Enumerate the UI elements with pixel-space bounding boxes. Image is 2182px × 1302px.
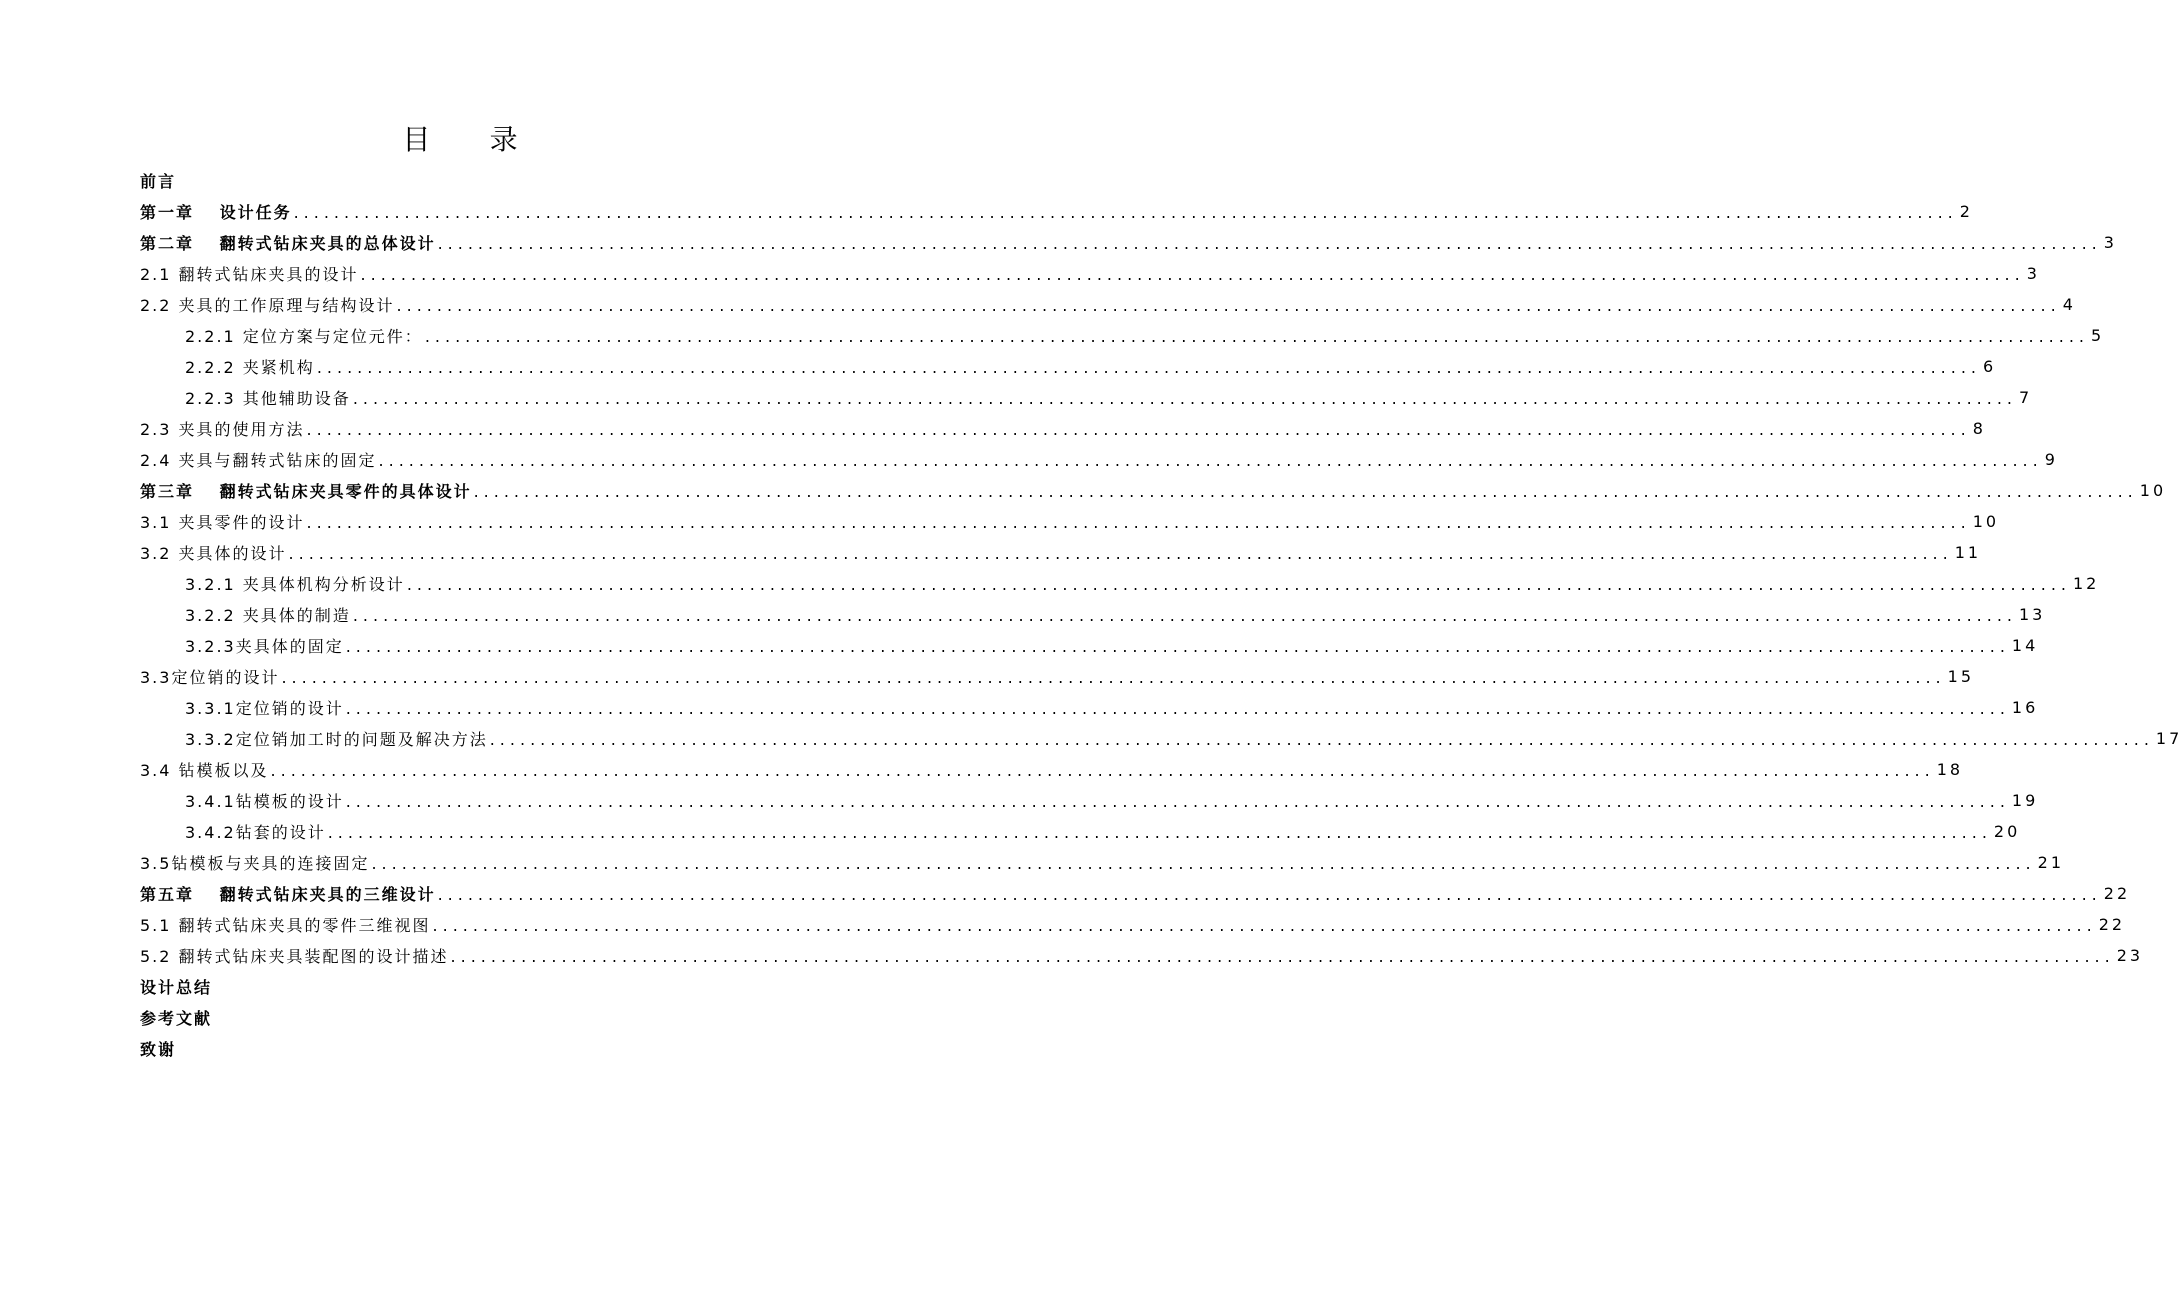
- toc-dot-leader: [438, 885, 2102, 904]
- toc-entry-label: 5.1 翻转式钻床夹具的零件三维视图: [140, 916, 431, 935]
- toc-dot-leader: [271, 761, 1935, 780]
- toc-entry[interactable]: [140, 785, 2039, 816]
- toc-dot-leader: [433, 916, 2097, 935]
- toc-page-number: 19: [2011, 791, 2039, 810]
- toc-dot-leader: [379, 451, 2043, 470]
- toc-entry[interactable]: [140, 258, 2040, 289]
- toc-entry-label: 第三章 翻转式钻床夹具零件的具体设计: [140, 482, 472, 501]
- toc-entry-label: 5.2 翻转式钻床夹具装配图的设计描述: [140, 947, 449, 966]
- toc-entry-label: 3.2.2 夹具体的制造: [185, 606, 351, 625]
- toc-page-number: 7: [2019, 388, 2033, 407]
- toc-entry[interactable]: [140, 816, 2021, 847]
- toc-entry[interactable]: [140, 847, 2064, 878]
- toc-entry-label: 3.4.2钻套的设计: [185, 823, 326, 842]
- toc-page-number: 5: [2091, 326, 2105, 345]
- toc-page-number: 13: [2019, 605, 2046, 624]
- toc-page-number: 20: [1993, 822, 2021, 841]
- toc-page-number: 4: [2062, 295, 2076, 314]
- toc-entry-label: 第一章 设计任务: [140, 203, 292, 222]
- toc-entry-label: 3.4.1钻模板的设计: [185, 792, 344, 811]
- toc-page-number: 3: [2026, 264, 2040, 283]
- toc-dot-leader: [294, 203, 1958, 222]
- toc-entry[interactable]: [140, 196, 1973, 227]
- toc-page-number: 14: [2011, 636, 2039, 655]
- toc-dot-leader: [438, 234, 2102, 253]
- toc-dot-leader: [328, 823, 1992, 842]
- toc-entry[interactable]: [140, 692, 2039, 723]
- toc-entry-label: 2.2.3 其他辅助设备: [185, 389, 351, 408]
- toc-entry-label: 2.2 夹具的工作原理与结构设计: [140, 296, 395, 315]
- toc-entry-label: 2.2.1 定位方案与定位元件：: [185, 327, 423, 346]
- toc-entry[interactable]: [140, 444, 2058, 475]
- toc-dot-leader: [353, 606, 2017, 625]
- toc-entry[interactable]: [140, 878, 2131, 909]
- toc-dot-leader: [425, 327, 2089, 346]
- toc-dot-leader: [371, 854, 2035, 873]
- toc-entry[interactable]: [140, 1002, 781, 1033]
- toc-entry[interactable]: [140, 754, 1964, 785]
- toc-entry[interactable]: [140, 537, 1982, 568]
- toc-entry[interactable]: [140, 940, 2144, 971]
- toc-entry-label: 2.3 夹具的使用方法: [140, 420, 305, 439]
- toc-page-number: 23: [2116, 946, 2144, 965]
- toc-entry-label: 第二章 翻转式钻床夹具的总体设计: [140, 234, 436, 253]
- toc-entry-label: 3.1 夹具零件的设计: [140, 513, 305, 532]
- toc-dot-leader: [307, 513, 1971, 532]
- table-of-contents: [140, 165, 2182, 1064]
- toc-page-number: 18: [1936, 760, 1964, 779]
- toc-page-number: 2: [1959, 202, 1973, 221]
- toc-dot-leader: [281, 668, 1945, 687]
- toc-dot-leader: [474, 482, 2138, 501]
- toc-dot-leader: [307, 420, 1971, 439]
- toc-entry[interactable]: [140, 382, 2033, 413]
- toc-entry-label: 致谢: [140, 1040, 177, 1059]
- toc-page-number: 22: [2103, 884, 2131, 903]
- toc-entry-label: 3.3.1定位销的设计: [185, 699, 344, 718]
- toc-entry[interactable]: [140, 289, 2076, 320]
- toc-entry[interactable]: [140, 351, 1997, 382]
- toc-entry[interactable]: [140, 413, 1986, 444]
- toc-entry-label: 第五章 翻转式钻床夹具的三维设计: [140, 885, 436, 904]
- toc-entry[interactable]: [140, 227, 2117, 258]
- toc-entry[interactable]: [140, 506, 2000, 537]
- toc-entry-label: 前言: [140, 172, 177, 191]
- toc-entry-label: 3.5钻模板与夹具的连接固定: [140, 854, 370, 873]
- toc-dot-leader: [397, 296, 2061, 315]
- toc-dot-leader: [353, 389, 2017, 408]
- toc-page-number: 8: [1972, 419, 1986, 438]
- toc-entry-label: 3.2.3夹具体的固定: [185, 637, 344, 656]
- toc-page-number: 6: [1983, 357, 1997, 376]
- toc-dot-leader: [346, 699, 2010, 718]
- toc-page-number: 11: [1954, 543, 1982, 562]
- toc-dot-leader: [361, 265, 2025, 284]
- toc-entry[interactable]: [140, 971, 781, 1002]
- toc-entry[interactable]: [140, 599, 2046, 630]
- toc-dot-leader: [451, 947, 2115, 966]
- toc-page-number: 9: [2044, 450, 2058, 469]
- toc-page-number: 10: [1972, 512, 2000, 531]
- toc-entry-label: 3.2 夹具体的设计: [140, 544, 287, 563]
- toc-entry[interactable]: [140, 568, 2100, 599]
- toc-entry-label: 3.3.2定位销加工时的问题及解决方法: [185, 730, 488, 749]
- toc-entry[interactable]: [140, 165, 781, 196]
- toc-entry-label: 2.1 翻转式钻床夹具的设计: [140, 265, 359, 284]
- toc-entry-label: 3.2.1 夹具体机构分析设计: [185, 575, 405, 594]
- toc-dot-leader: [317, 358, 1981, 377]
- toc-entry[interactable]: [140, 630, 2039, 661]
- toc-entry-label: 2.2.2 夹紧机构: [185, 358, 315, 377]
- toc-dot-leader: [346, 792, 2010, 811]
- toc-dot-leader: [407, 575, 2071, 594]
- toc-dot-leader: [346, 637, 2010, 656]
- page-title: 目 录: [402, 123, 543, 156]
- toc-entry-label: 设计总结: [140, 978, 213, 997]
- toc-entry[interactable]: [140, 320, 2105, 351]
- toc-dot-leader: [289, 544, 1953, 563]
- toc-page-number: 21: [2037, 853, 2064, 872]
- toc-page-number: 15: [1947, 667, 1974, 686]
- toc-page-number: 16: [2011, 698, 2039, 717]
- toc-entry-label: 3.3定位销的设计: [140, 668, 280, 687]
- toc-entry[interactable]: [140, 909, 2126, 940]
- toc-entry[interactable]: [140, 723, 2182, 754]
- toc-entry-label: 参考文献: [140, 1009, 213, 1028]
- toc-entry[interactable]: [140, 661, 1974, 692]
- toc-page-number: 3: [2103, 233, 2117, 252]
- toc-page-number: 17: [2155, 729, 2182, 748]
- toc-page-number: 12: [2073, 574, 2100, 593]
- toc-entry[interactable]: [140, 475, 2167, 506]
- toc-entry-label: 2.4 夹具与翻转式钻床的固定: [140, 451, 377, 470]
- toc-entry[interactable]: [140, 1033, 781, 1064]
- toc-entry-label: 3.4 钻模板以及: [140, 761, 269, 780]
- toc-dot-leader: [490, 730, 2154, 749]
- toc-page-number: 22: [2098, 915, 2126, 934]
- toc-page-number: 10: [2139, 481, 2167, 500]
